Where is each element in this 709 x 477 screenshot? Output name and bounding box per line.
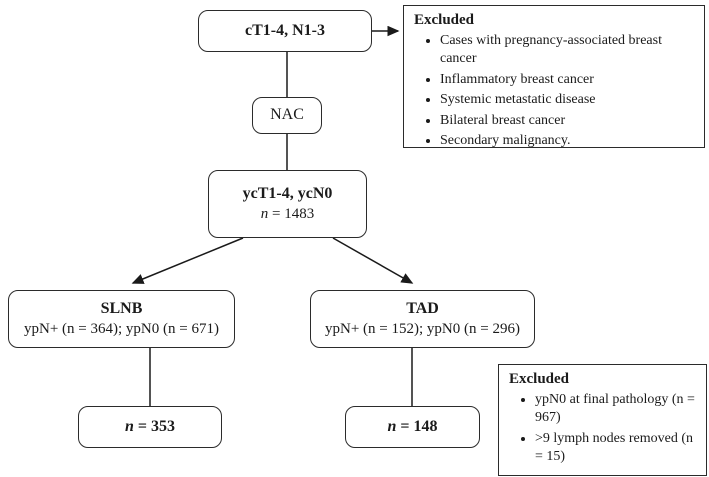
excluded-item: • >9 lymph nodes removed (n = 15)	[535, 430, 696, 467]
nac-label: NAC	[270, 106, 304, 124]
tad-box	[310, 290, 535, 348]
excluded-top-title: Excluded	[414, 12, 475, 28]
slnb-subtitle: ypN+ (n = 364); ypN0 (n = 671)	[24, 320, 219, 337]
n-symbol: n	[387, 417, 397, 435]
excluded-item: • Systemic metastatic disease	[440, 91, 694, 109]
result-left-count	[125, 417, 175, 438]
n-value: = 148	[396, 417, 438, 435]
result-left-box	[78, 406, 222, 448]
result-right-count	[387, 417, 437, 438]
n-symbol: n	[260, 205, 269, 222]
slnb-box	[8, 290, 235, 348]
n-value: = 353	[133, 417, 176, 435]
nac-box	[252, 97, 322, 134]
excluded-item: • Secondary malignancy.	[440, 132, 694, 150]
n-symbol: n	[124, 417, 134, 435]
excluded-bottom-list	[509, 391, 696, 467]
yct-count	[261, 205, 314, 225]
n-value: = 1483	[268, 205, 315, 222]
excluded-top-box	[403, 5, 705, 148]
excluded-bottom-title: Excluded	[509, 371, 570, 387]
slnb-title: SLNB	[100, 299, 143, 317]
cohort-box	[198, 10, 372, 52]
yct-title: ycT1-4, ycN0	[242, 184, 333, 202]
excluded-item: • Cases with pregnancy-associated breast cancer	[440, 32, 694, 69]
cohort-label: cT1-4, N1-3	[245, 21, 325, 39]
excluded-top-list	[414, 32, 694, 151]
tad-subtitle: ypN+ (n = 152); ypN0 (n = 296)	[325, 320, 520, 337]
excluded-item: • ypN0 at final pathology (n = 967)	[535, 391, 696, 428]
excluded-item: • Inflammatory breast cancer	[440, 71, 694, 89]
result-right-box	[345, 406, 480, 448]
excluded-item: • Bilateral breast cancer	[440, 112, 694, 130]
excluded-bottom-box	[498, 364, 707, 476]
tad-title: TAD	[406, 299, 439, 317]
yct-box	[208, 170, 367, 238]
